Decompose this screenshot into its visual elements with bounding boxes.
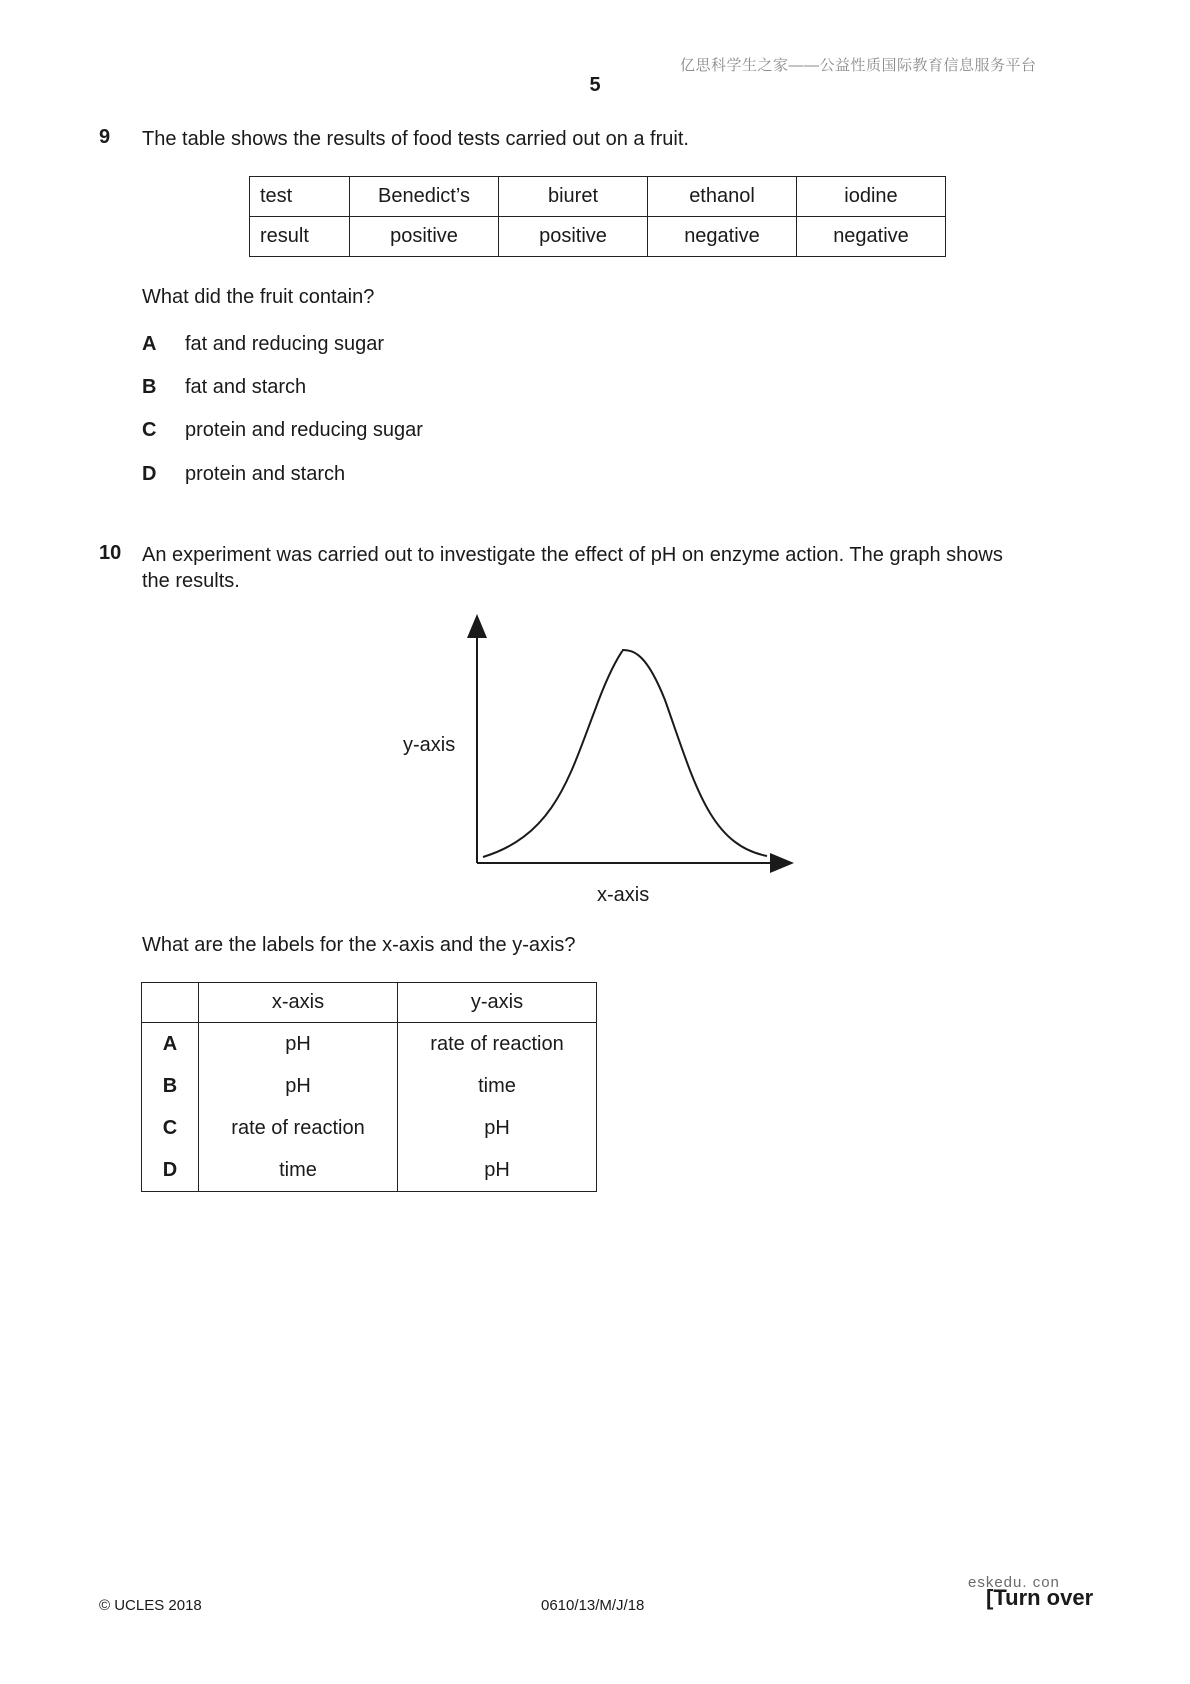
test-cell: Benedict’s [350, 177, 499, 217]
option-letter-d: D [142, 463, 157, 485]
option-letter-b: B [142, 376, 157, 398]
table-row[interactable] [142, 1149, 597, 1192]
option-text-a[interactable]: fat and reducing sugar [185, 333, 385, 355]
x-axis-value: pH [199, 1065, 398, 1107]
test-cell: ethanol [648, 177, 797, 217]
table-row [250, 217, 946, 257]
table-row [250, 177, 946, 217]
page-number: 5 [589, 74, 601, 96]
result-cell: negative [648, 217, 797, 257]
question-10-number: 10 [99, 542, 122, 564]
x-axis-value: pH [199, 1023, 398, 1066]
copyright-text: © UCLES 2018 [99, 1597, 202, 1614]
question-10-prompt: What are the labels for the x-axis and the y-axis? [142, 934, 576, 956]
table-row[interactable] [142, 1065, 597, 1107]
paper-code: 0610/13/M/J/18 [541, 1597, 645, 1614]
y-axis-value: pH [398, 1149, 597, 1192]
enzyme-ph-graph [395, 610, 805, 910]
option-letter-c: C [142, 1107, 199, 1149]
site-watermark: eskedu. con [968, 1574, 1060, 1591]
x-axis-value: rate of reaction [199, 1107, 398, 1149]
option-text-d[interactable]: protein and starch [185, 463, 346, 485]
row-header-result: result [250, 217, 350, 257]
test-cell: iodine [797, 177, 946, 217]
question-9-prompt: What did the fruit contain? [142, 286, 375, 308]
table-header-row [142, 983, 597, 1023]
table-row[interactable] [142, 1107, 597, 1149]
result-cell: negative [797, 217, 946, 257]
food-test-table [249, 176, 946, 257]
result-cell: positive [350, 217, 499, 257]
option-text-b[interactable]: fat and starch [185, 376, 307, 398]
watermark-text: 亿思科学生之家——公益性质国际教育信息服务平台 [680, 57, 1037, 74]
table-row[interactable] [142, 1023, 597, 1066]
test-cell: biuret [499, 177, 648, 217]
answer-options-table [141, 982, 597, 1192]
option-letter-c: C [142, 419, 157, 441]
turn-over-text: [Turn over [986, 1585, 1094, 1610]
x-axis-label: x-axis [597, 884, 650, 906]
x-axis-value: time [199, 1149, 398, 1192]
blank-header-cell [142, 983, 199, 1023]
y-axis-value: time [398, 1065, 597, 1107]
question-10-stem-line2: the results. [142, 570, 240, 592]
option-letter-a: A [142, 333, 157, 355]
y-axis-header: y-axis [398, 983, 597, 1023]
question-9-number: 9 [99, 126, 111, 148]
row-header-test: test [250, 177, 350, 217]
question-9-stem: The table shows the results of food tests carried out on a fruit. [142, 128, 689, 150]
result-cell: positive [499, 217, 648, 257]
y-axis-label: y-axis [403, 734, 456, 756]
option-letter-d: D [142, 1149, 199, 1192]
y-axis-value: pH [398, 1107, 597, 1149]
bell-curve [483, 650, 767, 857]
y-axis-value: rate of reaction [398, 1023, 597, 1066]
question-10-stem-line1: An experiment was carried out to investigate the effect of pH on enzyme action. The graph shows [142, 544, 1003, 566]
x-axis-header: x-axis [199, 983, 398, 1023]
option-letter-a: A [142, 1023, 199, 1066]
option-text-c[interactable]: protein and reducing sugar [185, 419, 423, 441]
option-letter-b: B [142, 1065, 199, 1107]
